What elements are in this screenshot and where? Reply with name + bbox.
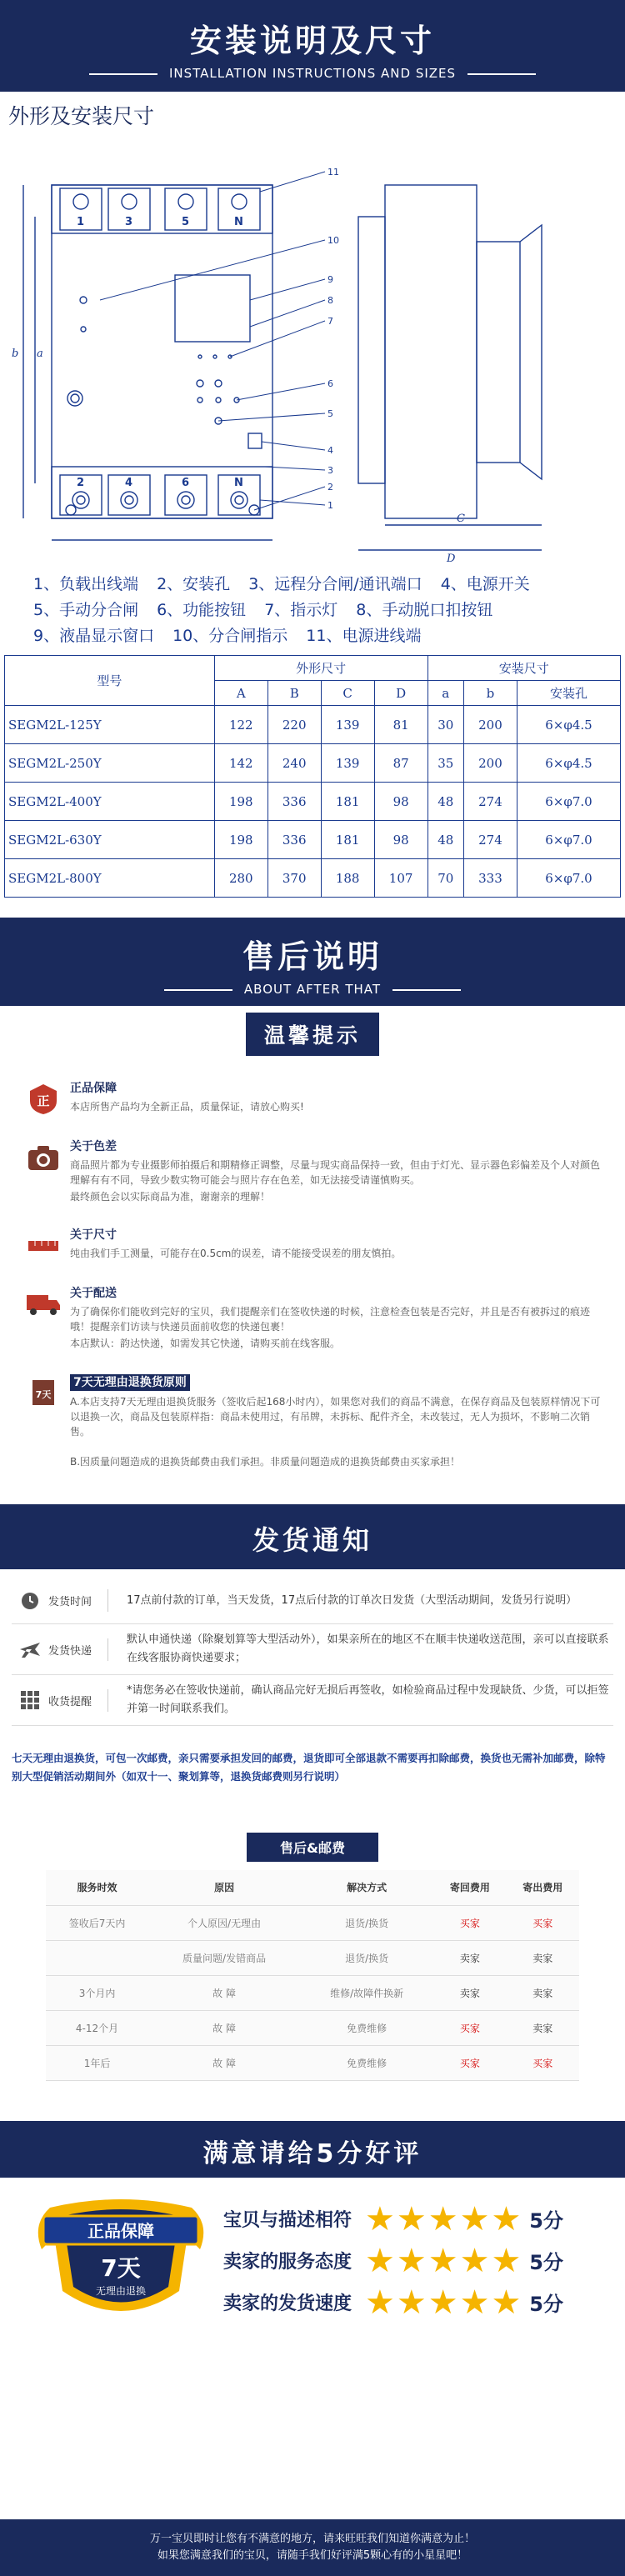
star-icon: ★ [365,2199,395,2238]
fee-cell: 买家 [433,2010,506,2045]
callout-number: 4 [328,445,333,456]
terminal-label: N [234,477,243,489]
divider [164,989,232,991]
notice-title: 关于色差 [70,1140,117,1153]
dim-cell: 370 [268,859,321,898]
shipping-text: 默认申通快递（除聚划算等大型活动外），如果亲所在的地区不在顺丰快递收送范围，亲可以直接联系在线客服协商快递要求； [127,1633,609,1664]
rating-label: 卖家的发货速度 [223,2293,352,2314]
fee-row [46,2010,579,2045]
legend-item: 3、远程分合闸/通讯端口 [248,575,422,593]
fee-cell: 卖家 [433,1940,506,1975]
section-title: 外形及安装尺寸 [8,104,155,128]
shipping-text: 17点前付款的订单，当天发货，17点后付款的订单次日发货（大型活动期间，发货另行说明） [127,1593,578,1607]
fee-cell: 故 障 [148,2010,300,2045]
star-rating [365,2283,522,2322]
dim-cell: 200 [463,744,517,783]
notice-text: 本店所售产品均为全新正品，质量保证，请放心购买! [70,1101,304,1113]
indicator [80,297,87,303]
dim-subheader: b [463,681,517,706]
star-icon: ★ [491,2283,522,2322]
notice-text: 纯由我们手工测量，可能存在0.5cm的误差，请不能接受误差的朋友慎拍。 [70,1248,402,1259]
fee-cell: 1年后 [46,2045,148,2080]
fee-cell: 卖家 [507,1940,579,1975]
fee-cell: 买家 [507,2045,579,2080]
dimensions-table-body [5,706,621,898]
callout-number: 3 [328,465,333,476]
mount-hole [66,505,76,515]
genuine-icon [17,1081,70,1118]
guarantee-badge [25,2191,217,2333]
legend-item: 10、分合闸指示 [172,627,288,645]
rating-row [223,2199,563,2238]
footer-line: 万一宝贝即时让您有不满意的地方，请来旺旺我们知道你满意为止！ [149,2533,475,2545]
rating-score: 5分 [529,2293,563,2316]
shipping-banner [0,1504,625,1569]
fee-cell: 签收后7天内 [46,1905,148,1940]
seven-days-icon [17,1374,70,1411]
dim-letter: b [12,348,19,360]
legend-item: 7、指示灯 [264,601,338,619]
fee-cell: 卖家 [433,1975,506,2010]
star-icon: ★ [396,2283,427,2322]
tips-tag: 温馨提示 [246,1013,379,1056]
star-rating [365,2241,522,2280]
shipping-row [12,1675,613,1726]
notice-title: 关于尺寸 [70,1228,117,1242]
fee-table [46,1870,579,2081]
drawing-svg [0,133,625,567]
front-outline [52,185,272,518]
callout-number: 11 [328,167,339,178]
dim-cell: 6×φ7.0 [517,859,620,898]
fee-cell: 卖家 [507,2010,579,2045]
callout-number: 1 [328,500,333,511]
indicator [81,327,86,332]
fee-header: 原因 [148,1870,300,1905]
dim-cell: 198 [214,821,268,859]
rating-row [223,2283,563,2322]
notice-item [17,1374,608,1471]
dim-cell: 139 [321,706,374,744]
fee-cell: 免费维修 [300,2010,433,2045]
terminal-label: 4 [125,477,133,489]
notice-item [17,1139,608,1206]
fee-header: 服务时效 [46,1870,148,1905]
clock-icon [12,1591,48,1611]
rating-title: 满意请给5分好评 [202,2138,422,2168]
terminal-label: 6 [182,477,190,489]
fee-cell: 质量问题/发错商品 [148,1940,300,1975]
notice-text: B.因质量问题造成的退换货邮费由我们承担。非质量问题造成的退换货邮费由买家承担！ [70,1456,461,1468]
dim-letter: a [37,348,43,360]
dim-cell: 6×φ7.0 [517,783,620,821]
terminal-label: N [234,216,243,228]
fee-cell: 卖家 [507,1975,579,2010]
terminal-label: 2 [77,477,85,489]
dim-cell: 142 [214,744,268,783]
dim-cell: 333 [463,859,517,898]
shipping-title: 发货通知 [252,1524,372,1556]
dim-cell: 98 [374,821,428,859]
notice-title: 关于配送 [70,1287,117,1300]
dim-cell: 81 [374,706,428,744]
fee-cell: 退货/换货 [300,1905,433,1940]
dim-cell: 274 [463,821,517,859]
notice-item [17,1228,608,1264]
shipping-label: 收货提醒 [48,1689,108,1712]
star-icon: ★ [491,2241,522,2280]
dim-subheader: a [428,681,463,706]
table-row [5,783,621,821]
dim-cell: 6×φ4.5 [517,706,620,744]
shipping-row [12,1578,613,1624]
dim-cell: 139 [321,744,374,783]
legend-item: 6、功能按钮 [157,601,247,619]
dim-cell: 87 [374,744,428,783]
terminal-label: 3 [125,216,133,228]
shipping-row [12,1624,613,1675]
rating-area [0,2196,625,2321]
dim-letter: D [447,553,456,565]
rating-score: 5分 [529,2251,563,2274]
legend-item: 8、手动脱口扣按钮 [356,601,493,619]
ruler-icon [17,1228,70,1264]
fee-row [46,1940,579,1975]
rating-label: 卖家的服务态度 [223,2252,352,2273]
star-icon: ★ [428,2241,458,2280]
notice-item [17,1286,608,1353]
fee-row [46,1975,579,2010]
badge-bottom-text: 无理由退换 [95,2284,147,2297]
star-icon: ★ [365,2283,395,2322]
divider [89,73,158,75]
technical-drawing [0,133,625,567]
star-icon: ★ [396,2241,427,2280]
genuine-glyph: 正 [37,1093,50,1108]
notice-text: A.本店支持7天无理由退换货服务（签收后起168小时内），如果您对我们的商品不满意，在保存商品及包装原样情况下可以退换一次，商品及包装原样指：商品未使用过，有吊牌，未拆标、配件齐全，未改装过，无人为损坏，不影响二次销售。 [70,1396,601,1438]
fee-cell: 故 障 [148,1975,300,2010]
rating-banner [0,2121,625,2178]
dim-cell: 6×φ7.0 [517,821,620,859]
model-header: 型号 [5,656,215,706]
dim-subheader: C [321,681,374,706]
dim-cell: 336 [268,821,321,859]
legend-item: 4、电源开关 [440,575,530,593]
callout-number: 8 [328,295,333,306]
manual-switch [68,391,82,406]
star-icon: ★ [491,2199,522,2238]
grid-icon [12,1690,48,1710]
table-header-row [5,656,621,681]
dim-cell: 220 [268,706,321,744]
dim-cell: 48 [428,821,463,859]
dim-cell: 280 [214,859,268,898]
divider [392,989,461,991]
fee-cell: 买家 [507,1905,579,1940]
fee-cell: 4-12个月 [46,2010,148,2045]
dim-cell: 107 [374,859,428,898]
dim-cell: 336 [268,783,321,821]
badge-top-text: 正品保障 [88,2220,154,2241]
power-switch [248,433,262,448]
outline-header: 外形尺寸 [214,656,428,681]
notice-title: 7天无理由退换货原则 [70,1374,190,1391]
rating-score: 5分 [529,2209,563,2233]
dim-cell: 48 [428,783,463,821]
star-icon: ★ [459,2241,490,2280]
truck-icon [17,1286,70,1323]
install-subtitle-en: INSTALLATION INSTRUCTIONS AND SIZES [168,66,457,81]
notice-text: 为了确保你们能收到完好的宝贝，我们提醒亲们在签收快递的时候，注意检查包装是否完好，并且是否有被拆过的痕迹哦！提醒亲们访读与快递员面前收您的快递包裹！ [70,1306,591,1333]
dim-cell: 240 [268,744,321,783]
dim-cell: 6×φ4.5 [517,744,620,783]
model-cell: SEGM2L-250Y [5,744,215,783]
notice-text: 最终颜色会以实际商品为准，谢谢亲的理解！ [70,1191,271,1203]
top-terminals [60,188,260,230]
plane-icon [12,1639,48,1659]
dim-cell: 122 [214,706,268,744]
callout-number: 2 [328,482,333,493]
dim-letter: C [457,513,465,525]
fee-cell: 买家 [433,1905,506,1940]
table-row [5,744,621,783]
badge-mid-text: 7天 [101,2253,141,2282]
fee-cell: 故 障 [148,2045,300,2080]
fee-row [46,1905,579,1940]
divider [468,73,536,75]
dim-subheader: B [268,681,321,706]
dim-cell: 274 [463,783,517,821]
parts-legend [0,567,625,655]
footer-line: 如果您满意我们的宝贝，请随手我们好评满5颗心有的小星星吧！ [157,2549,468,2562]
callout-number: 7 [328,316,333,327]
fee-header: 解决方式 [300,1870,433,1905]
fee-cell: 免费维修 [300,2045,433,2080]
dim-cell: 70 [428,859,463,898]
terminal-label: 1 [77,216,85,228]
rating-label: 宝贝与描述相符 [223,2210,352,2231]
model-cell: SEGM2L-630Y [5,821,215,859]
dim-subheader: A [214,681,268,706]
callout-number: 9 [328,274,333,285]
install-header: 安装尺寸 [428,656,620,681]
legend-item: 11、电源进线端 [306,627,422,645]
callout-number: 6 [328,378,333,389]
star-icon: ★ [459,2283,490,2322]
star-icon: ★ [459,2199,490,2238]
model-cell: SEGM2L-800Y [5,859,215,898]
fee-header: 寄回费用 [433,1870,506,1905]
shipping-label: 发货快递 [48,1638,108,1661]
return-policy: 七天无理由退换货，可包一次邮费，亲只需要承担发回的邮费，退货即可全部退款不需要再扣除邮费，换货也无需补加邮费，除特别大型促销活动期间外（如双十一、聚划算等，退换货邮费则另行说明） [12,1752,606,1783]
notice-text: 本店默认：韵达快递，如需发其它快递，请购买前在线客服。 [70,1338,341,1349]
camera-icon [17,1139,70,1176]
after-sale-title: 售后说明 [242,938,382,975]
model-cell: SEGM2L-125Y [5,706,215,744]
star-rating [365,2199,522,2238]
fee-header-row [46,1870,579,1905]
dim-subheader: 安装孔 [517,681,620,706]
shipping-label: 发货时间 [48,1589,108,1612]
dim-cell: 198 [214,783,268,821]
dim-cell: 181 [321,783,374,821]
fee-cell: 个人原因/无理由 [148,1905,300,1940]
fee-cell [46,1940,148,1975]
dimensions-table [4,655,621,898]
fee-cell: 买家 [433,2045,506,2080]
star-icon: ★ [365,2241,395,2280]
shipping-list [0,1578,625,1726]
rating-row [223,2241,563,2280]
fee-table-body [46,1905,579,2080]
install-banner [0,0,625,92]
table-row [5,859,621,898]
notice-list [0,1081,625,1471]
seven-days-glyph: 7天 [35,1389,52,1400]
star-icon: ★ [428,2283,458,2322]
legend-item: 1、负载出线端 [33,575,139,593]
terminal-label: 5 [182,216,190,228]
lcd-window [175,275,250,342]
fee-row [46,2045,579,2080]
install-title: 安装说明及尺寸 [189,23,435,59]
dim-cell: 98 [374,783,428,821]
legend-item: 2、安装孔 [157,575,231,593]
bottom-terminals [60,475,260,515]
footer [0,2519,625,2576]
table-row [5,821,621,859]
callout-number: 10 [328,235,339,246]
model-cell: SEGM2L-400Y [5,783,215,821]
star-icon: ★ [396,2199,427,2238]
fee-cell: 维修/故障件换新 [300,1975,433,2010]
legend-item: 9、液晶显示窗口 [33,627,155,645]
dim-cell: 181 [321,821,374,859]
fee-cell: 退货/换货 [300,1940,433,1975]
star-icon: ★ [428,2199,458,2238]
notice-text: 商品照片都为专业摄影师拍摄后和期精修正调整，尽量与现实商品保持一致，但由于灯光、显示器色彩偏差及个人对颜色理解有有不同，导致少数实物可能会与照片存在色差，如无法接受请谨慎购买。 [70,1159,601,1186]
side-view [358,185,542,518]
fee-header: 寄出费用 [507,1870,579,1905]
legend-item: 5、手动分合闸 [33,601,139,619]
notice-item [17,1081,608,1118]
fee-cell: 3个月内 [46,1975,148,2010]
dim-subheader: D [374,681,428,706]
dim-cell: 188 [321,859,374,898]
dim-cell: 200 [463,706,517,744]
notice-title: 正品保障 [70,1082,117,1095]
callout-number: 5 [328,408,333,419]
after-sale-banner [0,918,625,1006]
table-row [5,706,621,744]
after-sale-subtitle-en: ABOUT AFTER THAT [243,982,382,997]
shipping-text: *请您务必在签收快递前，确认商品完好无损后再签收，如检验商品过程中发现缺货、少货，可以拒签并第一时间联系我们。 [127,1684,609,1715]
dim-cell: 30 [428,706,463,744]
fee-tag: 售后&邮费 [247,1833,378,1862]
dim-cell: 35 [428,744,463,783]
